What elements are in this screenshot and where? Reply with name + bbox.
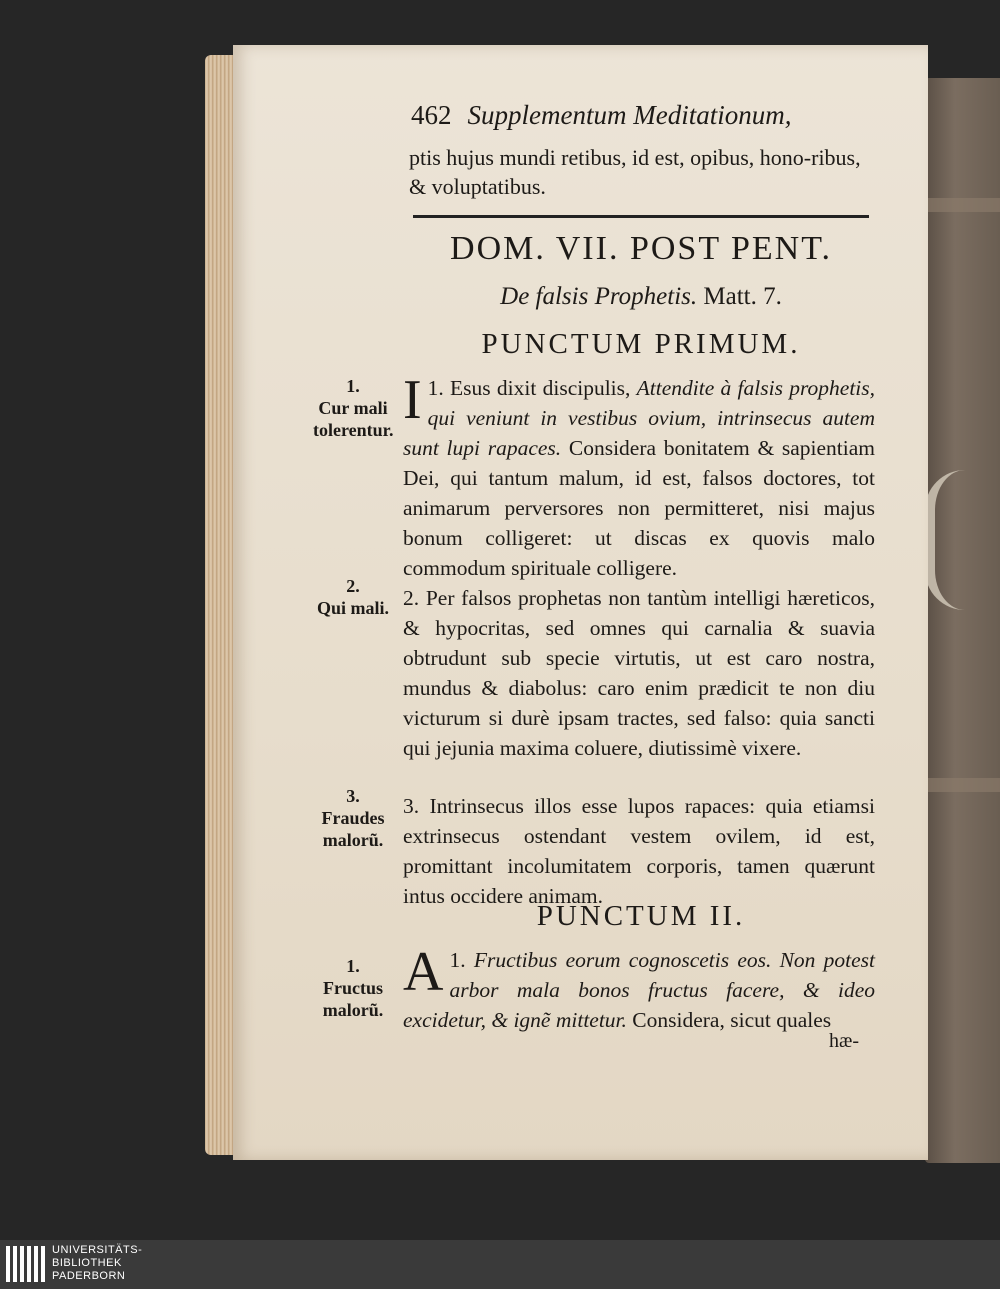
section-subtitle — [413, 283, 869, 311]
catchword: hæ- — [829, 1030, 859, 1052]
paragraph-1 — [403, 369, 876, 583]
library-name — [52, 1244, 142, 1283]
margin-note — [313, 785, 393, 851]
paragraph-text: Considera bonitatem & sapientiam Dei, qui tantum malum, id est, falsos doctores, tot animarum perversores non permitteret, nisi majus bonum colligeret: ut discas ex quovis malo commodum spirituale colligere. — [403, 436, 876, 580]
cover-band — [925, 778, 1000, 792]
margin-text: Fraudes malorũ. — [321, 808, 385, 850]
page-edges — [205, 55, 235, 1155]
paragraph-text: Considera, sicut quales — [632, 1008, 832, 1032]
running-title: Supplementum Meditationum, — [467, 100, 792, 130]
margin-number: 3. — [346, 786, 360, 806]
paragraph-number: 1. — [427, 376, 444, 400]
scripture-quote: Fructibus eorum cognoscetis eos. Non potest arbor mala bonos fructus facere, & ideo excidetur, & ignẽ mittetur. — [403, 948, 876, 1032]
margin-number: 1. — [346, 956, 360, 976]
library-footer — [0, 1240, 1000, 1289]
subtitle-reference: Matt. 7. — [703, 283, 782, 310]
continuation-text: ptis hujus mundi retibus, id est, opibus, hono-ribus, & voluptatibus. — [409, 145, 861, 199]
paragraph-4 — [403, 941, 876, 1035]
margin-text: Qui mali. — [316, 598, 389, 618]
margin-note — [313, 375, 393, 441]
cover-band — [925, 198, 1000, 212]
library-name-line: BIBLIOTHEK — [52, 1257, 122, 1269]
paragraph-number: 1. — [449, 948, 466, 972]
margin-note — [313, 955, 393, 1021]
library-name-line: PADERBORN — [52, 1270, 126, 1282]
drop-initial: A — [403, 941, 444, 1003]
page-number: 462 — [411, 100, 452, 130]
page-header — [411, 100, 871, 131]
margin-number: 1. — [346, 376, 360, 396]
paragraph-text: Esus dixit discipulis, — [450, 376, 631, 400]
book-page — [233, 45, 928, 1160]
margin-note — [313, 575, 393, 619]
scripture-quote: Attendite à falsis prophetis, qui veniunt in vestibus ovium, intrinsecus autem sunt lupi rapaces. — [403, 376, 876, 460]
divider-rule — [413, 215, 869, 218]
punctum-heading: PUNCTUM PRIMUM. — [481, 328, 801, 360]
drop-initial: I — [403, 369, 422, 431]
binding-string — [925, 470, 995, 610]
library-logo-icon — [6, 1246, 45, 1282]
section-title: DOM. VII. POST PENT. — [450, 230, 832, 267]
margin-text: Cur mali tolerentur. — [313, 398, 394, 440]
punctum-heading: PUNCTUM II. — [536, 900, 746, 932]
library-name-line: UNIVERSITÄTS- — [52, 1244, 143, 1256]
subtitle-italic: De falsis Prophetis. — [500, 283, 698, 310]
paragraph-3: 3. Intrinsecus illos esse lupos rapaces: quia etiamsi extrinsecus ostendant vestem ovilem, id est, promittant incolumitatem corporis, tamen quærunt intus occidere animam. — [403, 794, 875, 908]
paragraph-2: 2. Per falsos prophetas non tantùm intelligi hæreticos, & hypocritas, sed omnes qui carnalia & suavia obtrudunt sub specie virtutis, ut est caro nostra, mundus & diabolus: caro enim prædicit te non diu victurum si durè ipsam tractes, sed falso: quia sancti qui jejunia maxima coluere, diutissimè vixere. — [403, 586, 875, 760]
book-cover — [925, 78, 1000, 1163]
margin-text: Fructus malorũ. — [322, 978, 384, 1020]
margin-number: 2. — [346, 576, 360, 596]
